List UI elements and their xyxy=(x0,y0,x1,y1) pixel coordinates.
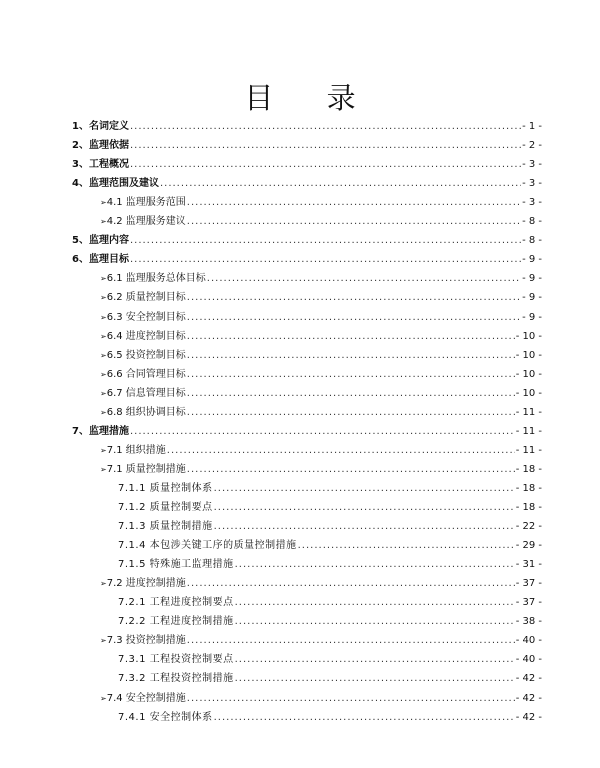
toc-entry-label: 7.3.2 工程投资控制措施 xyxy=(118,673,234,685)
toc-entry-label: 7.2 进度控制措施 xyxy=(106,578,186,590)
arrow-bullet-icon: ➢ xyxy=(100,312,107,322)
toc-entry-label: 6.2 质量控制目标 xyxy=(106,292,186,304)
toc-entry-page-number: - 2 - xyxy=(522,140,542,152)
toc-entry-page-number: - 9 - xyxy=(522,254,542,266)
toc-entry[interactable] xyxy=(118,537,542,555)
arrow-bullet-icon: ➢ xyxy=(100,693,107,703)
toc-entry-page-number: - 29 - xyxy=(515,540,542,552)
toc-entry-page-number: - 1 - xyxy=(522,121,542,132)
dot-leader xyxy=(187,347,515,365)
arrow-bullet-icon: ➢ xyxy=(100,274,107,284)
dot-leader xyxy=(187,385,515,403)
dot-leader xyxy=(167,442,515,460)
toc-entry-label: 7.1.3 质量控制措施 xyxy=(118,521,213,533)
toc-entry-label: 6.4 进度控制目标 xyxy=(106,330,186,342)
toc-entry-page-number: - 10 - xyxy=(515,349,542,361)
toc-entry[interactable] xyxy=(118,556,542,574)
toc-entry-label: 7.4.1 安全控制体系 xyxy=(118,711,213,723)
arrow-bullet-icon: ➢ xyxy=(100,407,107,417)
toc-entry-label: 7、监理措施 xyxy=(72,425,129,437)
toc-entry-page-number: - 9 - xyxy=(522,311,542,323)
toc-entry[interactable] xyxy=(118,594,542,612)
toc-entry-page-number: - 18 - xyxy=(515,482,542,494)
dot-leader xyxy=(160,175,521,193)
toc-entry-label: 4.1 监理服务范围 xyxy=(106,197,186,209)
toc-entry-page-number: - 11 - xyxy=(515,444,542,456)
toc-entry-page-number: - 42 - xyxy=(515,673,542,685)
toc-entry[interactable] xyxy=(118,613,542,631)
dot-leader xyxy=(207,270,521,288)
toc-entry-page-number: - 22 - xyxy=(515,521,542,533)
toc-entry[interactable] xyxy=(100,575,542,593)
toc-entry-page-number: - 11 - xyxy=(515,406,542,418)
dot-leader xyxy=(187,194,521,212)
dot-leader xyxy=(298,537,515,555)
dot-leader xyxy=(130,118,521,136)
toc-entry-label: 6.3 安全控制目标 xyxy=(106,311,186,323)
arrow-bullet-icon: ➢ xyxy=(100,198,107,208)
toc-entry[interactable] xyxy=(72,118,542,136)
toc-entry-label: 4、监理范围及建议 xyxy=(72,178,159,190)
dot-leader xyxy=(187,328,515,346)
toc-entry[interactable] xyxy=(100,461,542,479)
arrow-bullet-icon: ➢ xyxy=(100,445,107,455)
toc-entry-label: 7.3 投资控制措施 xyxy=(106,635,186,647)
toc-entry[interactable] xyxy=(100,328,542,346)
toc-entry-page-number: - 40 - xyxy=(515,635,542,647)
arrow-bullet-icon: ➢ xyxy=(100,369,107,379)
arrow-bullet-icon: ➢ xyxy=(100,350,107,360)
toc-entry[interactable] xyxy=(100,690,542,708)
toc-entry[interactable] xyxy=(72,251,542,269)
dot-leader xyxy=(214,499,515,517)
toc-entry[interactable] xyxy=(118,480,542,498)
toc-entry[interactable] xyxy=(100,309,542,327)
toc-entry[interactable] xyxy=(100,442,542,460)
toc-entry-page-number: - 11 - xyxy=(515,425,542,437)
toc-entry-page-number: - 9 - xyxy=(522,273,542,285)
toc-entry-label: 7.1.1 质量控制体系 xyxy=(118,482,213,494)
toc-entry-page-number: - 10 - xyxy=(515,330,542,342)
dot-leader xyxy=(187,366,515,384)
toc-entry[interactable] xyxy=(72,423,542,441)
dot-leader xyxy=(235,670,515,688)
toc-entry-label: 7.1.2 质量控制要点 xyxy=(118,502,213,513)
toc-entry[interactable] xyxy=(100,194,542,212)
toc-entry-page-number: - 3 - xyxy=(522,159,542,171)
toc-entry[interactable] xyxy=(100,289,542,307)
toc-entry-label: 3、工程概况 xyxy=(72,159,129,171)
toc-entry-page-number: - 40 - xyxy=(515,654,542,666)
page-title: 目 录 xyxy=(244,81,378,115)
toc-entry-label: 7.1.4 本包涉关键工序的质量控制措施 xyxy=(118,540,297,552)
dot-leader xyxy=(130,423,515,441)
toc-entry[interactable] xyxy=(72,175,542,193)
dot-leader xyxy=(214,480,515,498)
toc-entry[interactable] xyxy=(100,385,542,403)
dot-leader xyxy=(187,213,521,231)
arrow-bullet-icon: ➢ xyxy=(100,217,107,227)
toc-entry-page-number: - 8 - xyxy=(522,235,542,247)
arrow-bullet-icon: ➢ xyxy=(100,636,107,646)
arrow-bullet-icon: ➢ xyxy=(100,464,107,474)
toc-entry[interactable] xyxy=(100,404,542,422)
toc-entry-label: 2、监理依据 xyxy=(72,140,129,152)
toc-entry-label: 7.3.1 工程投资控制要点 xyxy=(118,654,234,666)
toc-entry-label: 6.1 监理服务总体目标 xyxy=(106,273,206,285)
dot-leader xyxy=(235,594,515,612)
toc-entry-label: 6、监理目标 xyxy=(72,254,129,266)
toc-entry[interactable] xyxy=(118,651,542,669)
toc-entry[interactable] xyxy=(118,709,542,727)
dot-leader xyxy=(187,461,515,479)
dot-leader xyxy=(130,137,521,155)
dot-leader xyxy=(187,404,515,422)
toc-entry-label: 7.1 组织措施 xyxy=(106,444,166,456)
toc-entry-page-number: - 10 - xyxy=(515,387,542,399)
toc-entry-label: 5、监理内容 xyxy=(72,235,129,247)
toc-entry-label: 7.4 安全控制措施 xyxy=(106,692,186,704)
toc-entry[interactable] xyxy=(118,518,542,536)
arrow-bullet-icon: ➢ xyxy=(100,331,107,341)
dot-leader xyxy=(235,613,515,631)
toc-entry-page-number: - 42 - xyxy=(515,711,542,723)
toc-entry-label: 7.1 质量控制措施 xyxy=(106,463,186,475)
toc-entry[interactable] xyxy=(118,499,542,517)
toc-entry-page-number: - 8 - xyxy=(522,216,542,228)
toc-entry[interactable] xyxy=(100,632,542,650)
dot-leader xyxy=(214,518,515,536)
toc-entry-label: 6.7 信息管理目标 xyxy=(106,387,186,399)
dot-leader xyxy=(130,251,521,269)
toc-entry-page-number: - 9 - xyxy=(522,292,542,304)
toc-entry-label: 6.6 合同管理目标 xyxy=(106,368,186,380)
toc-entry-page-number: - 18 - xyxy=(515,502,542,513)
toc-entry[interactable] xyxy=(100,366,542,384)
dot-leader xyxy=(214,709,515,727)
arrow-bullet-icon: ➢ xyxy=(100,579,107,589)
toc-entry-label: 7.2.1 工程进度控制要点 xyxy=(118,597,234,609)
toc-entry-page-number: - 37 - xyxy=(515,597,542,609)
dot-leader xyxy=(187,289,521,307)
dot-leader xyxy=(130,156,521,174)
dot-leader xyxy=(187,690,515,708)
toc-entry-label: 6.5 投资控制目标 xyxy=(106,349,186,361)
dot-leader xyxy=(235,556,515,574)
arrow-bullet-icon: ➢ xyxy=(100,293,107,303)
arrow-bullet-icon: ➢ xyxy=(100,388,107,398)
toc-entry-page-number: - 18 - xyxy=(515,463,542,475)
toc-entry-page-number: - 38 - xyxy=(515,616,542,628)
toc-entry-page-number: - 37 - xyxy=(515,578,542,590)
toc-entry-page-number: - 42 - xyxy=(515,692,542,704)
toc-entry[interactable] xyxy=(118,670,542,688)
toc-entry-label: 7.1.5 特殊施工监理措施 xyxy=(118,559,234,571)
toc-entry-page-number: - 3 - xyxy=(522,197,542,209)
dot-leader xyxy=(187,309,521,327)
dot-leader xyxy=(235,651,515,669)
toc-entry-label: 7.2.2 工程进度控制措施 xyxy=(118,616,234,628)
toc-entry[interactable] xyxy=(100,270,542,288)
dot-leader xyxy=(130,232,521,250)
toc-entry-label: 6.8 组织协调目标 xyxy=(106,406,186,418)
toc-entry-page-number: - 3 - xyxy=(522,178,542,190)
toc-entry-page-number: - 31 - xyxy=(515,559,542,571)
toc-entry[interactable] xyxy=(100,347,542,365)
toc-entry-label: 1、名词定义 xyxy=(72,121,129,132)
toc-entry[interactable] xyxy=(72,232,542,250)
toc-entry[interactable] xyxy=(72,137,542,155)
toc-entry[interactable] xyxy=(72,156,542,174)
dot-leader xyxy=(187,575,515,593)
dot-leader xyxy=(187,632,515,650)
toc-entry-label: 4.2 监理服务建议 xyxy=(106,216,186,228)
toc-entry[interactable] xyxy=(100,213,542,231)
toc-entry-page-number: - 10 - xyxy=(515,368,542,380)
